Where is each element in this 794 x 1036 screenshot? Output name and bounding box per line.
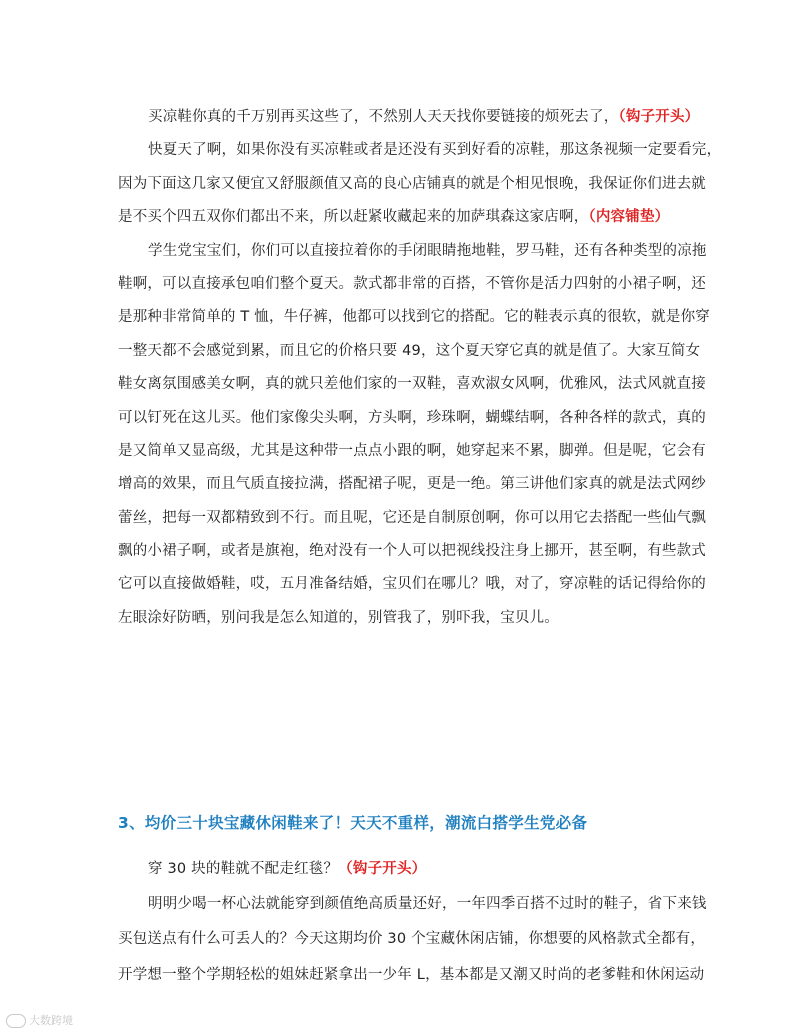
- paragraph-line: 是又简单又显高级，尤其是这种带一点点小跟的啊，她穿起来不累，脚弹。但是呢，它会有: [118, 442, 706, 459]
- paragraph-line: 一整天都不会感觉到累，而且它的价格只要 49，这个夏天穿它真的就是值了。大家互简女: [118, 342, 701, 359]
- watermark: [6, 1012, 73, 1028]
- paragraph-line: 快夏天了啊，如果你没有买凉鞋或者是还没有买到好看的凉鞋，那这条视频一定要看完，: [148, 142, 722, 159]
- paragraph-line: 买包送点有什么可丢人的？今天这期均价 30 个宝藏休闲店铺，你想要的风格款式全都有，: [118, 931, 706, 948]
- paragraph-line: 学生党宝宝们，你们可以直接拉着你的手闭眼睛拖地鞋，罗马鞋，还有各种类型的凉拖: [148, 242, 707, 259]
- paragraph-text: 是不买个四五双你们都出不来，所以赶紧收藏起来的加萨琪森这家店啊，: [118, 209, 589, 226]
- section-body: [118, 852, 707, 993]
- paragraph-line: 可以钉死在这儿买。他们家像尖头啊，方头啊，珍珠啊，蝴蝶结啊，各种各样的款式，真的: [118, 409, 706, 426]
- paragraph-line: 鞋女离氛围感美女啊，真的就只差他们家的一双鞋，喜欢淑女风啊，优雅风，法式风就直接: [118, 376, 706, 393]
- paragraph-line: 因为下面这几家又便宜又舒服颜值又高的良心店铺真的就是个相见恨晚，我保证你们进去就: [118, 175, 706, 192]
- paragraph-line: 明明少喝一杯心法就能穿到颜值绝高质量还好，一年四季百搭不过时的鞋子，省下来钱: [148, 896, 707, 913]
- watermark-text: 大数跨境: [29, 1014, 73, 1027]
- paragraph-line: [118, 101, 700, 134]
- paragraph-text: 穿 30 块的鞋就不配走红毯？: [148, 861, 339, 877]
- paragraph-line: 开学想一整个学期轻松的姐妹赶紧拿出一少年 L，基本都是又潮又时尚的老爹鞋和休闲运动: [118, 966, 705, 983]
- document-body: [118, 101, 722, 635]
- paragraph-line: 增高的效果，而且气质直接拉满，搭配裙子呢，更是一绝。第三讲他们家真的就是法式网纱: [118, 476, 706, 493]
- paragraph-line: 飘的小裙子啊，或者是旗袍，绝对没有一个人可以把视线投注身上挪开，甚至啊，有些款式: [118, 543, 706, 560]
- paragraph-text: 买凉鞋你真的千万别再买这些了，不然别人天天找你要链接的烦死去了，: [148, 109, 619, 125]
- paragraph-line: 左眼涂好防晒，别问我是怎么知道的，别管我了，别吓我，宝贝儿。: [118, 609, 559, 626]
- paragraph-line: [118, 201, 678, 234]
- paragraph-line: 鞋啊，可以直接承包咱们整个夏天。款式都非常的百搭，不管你是活力四射的小裙子啊，还: [118, 275, 706, 292]
- paragraph-line: [118, 852, 678, 887]
- hook-tag: （钩子开头）: [618, 109, 700, 125]
- section-heading: 3、均价三十块宝藏休闲鞋来了！天天不重样，潮流白搭学生党必备: [118, 814, 588, 832]
- paragraph-line: 它可以直接做婚鞋，哎，五月准备结婚，宝贝们在哪儿？哦，对了，穿凉鞋的话记得给你的: [118, 576, 706, 593]
- paragraph-line: 是那种非常简单的 T 恤，牛仔裤，他都可以找到它的搭配。它的鞋表示真的很软，就是你穿: [118, 309, 710, 326]
- hook-tag: （钩子开头）: [338, 861, 427, 877]
- content-setup-tag: （内容铺垫）: [588, 209, 670, 226]
- chat-bubble-icon: [6, 1014, 26, 1028]
- paragraph-line: 蕾丝，把每一双都精致到不行。而且呢，它还是自制原创啊，你可以用它去搭配一些仙气飘: [118, 509, 706, 526]
